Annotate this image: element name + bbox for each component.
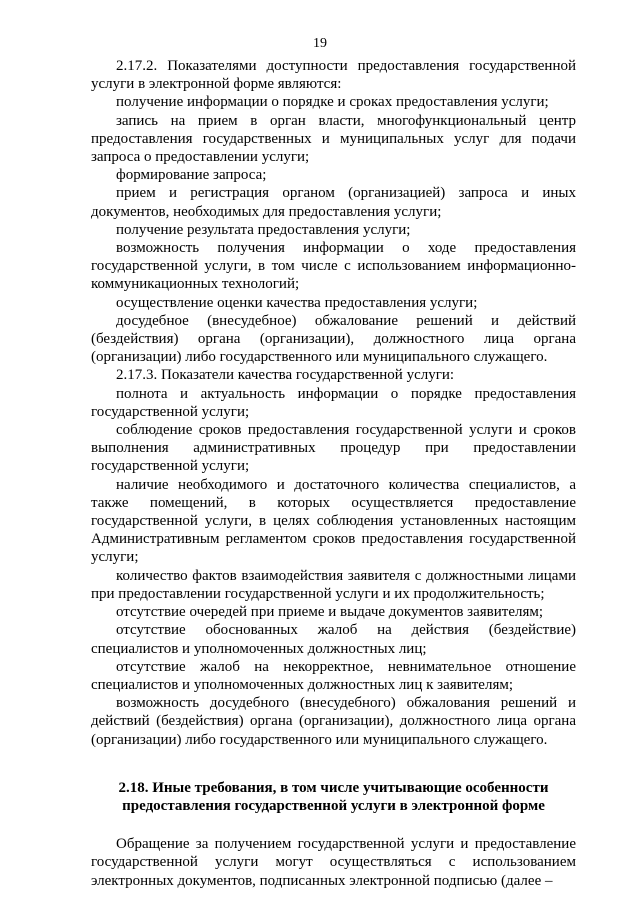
list-item: возможность досудебного (внесудебного) обжалования решений и действий (бездействия) органа (организации), должностного лица органа (организации) либо государственного или муниципального служащего.: [91, 695, 576, 748]
list-item: запись на прием в орган власти, многофункциональный центр предоставления государственных и муниципальных услуг для подачи запроса о предоставлении услуги;: [91, 112, 576, 166]
section-2-18-paragraph: Обращение за получением государственной услуги и предоставление государственной услуги могут осуществляться с использованием электронных документов, подписанных электронной подписью (далее –: [91, 836, 576, 889]
list-item: соблюдение сроков предоставления государственной услуги и сроков выполнения административных процедур при предоставлении государственной услуги;: [91, 422, 576, 475]
list-item: отсутствие очередей при приеме и выдаче документов заявителям;: [116, 604, 544, 621]
list-item: наличие необходимого и достаточного количества специалистов, а также помещений, в которых осуществляется предоставление государственной услуги, в целях соблюдения установленных настоящим Административным регламентом сроков предоставления государственной услуги;: [91, 476, 576, 566]
list-item: возможность получения информации о ходе предоставления государственной услуги, в том числе с использованием информационно-коммуникационных технологий;: [91, 240, 576, 293]
list-item: формирование запроса;: [116, 167, 267, 184]
section-2-18-heading: [91, 779, 576, 815]
heading-line: 2.18. Иные требования, в том числе учитывающие особенности: [118, 779, 549, 796]
list-item: количество фактов взаимодействия заявителя с должностными лицами при предоставлении государственной услуги и их продолжительность;: [91, 567, 576, 602]
list-item: получение информации о порядке и сроках предоставления услуги;: [116, 94, 549, 111]
list-item: осуществление оценки качества предоставления услуги;: [116, 294, 478, 311]
section-2-17-2-intro: 2.17.2. Показателями доступности предоставления государственной услуги в электронной форме являются:: [91, 58, 576, 93]
list-item: получение результата предоставления услуги;: [116, 221, 411, 238]
list-item: досудебное (внесудебное) обжалование решений и действий (бездействия) органа (организации), должностного лица органа (организации) либо государственного или муниципального служащего.: [91, 312, 576, 366]
list-item: полнота и актуальность информации о порядке предоставления государственной услуги;: [91, 385, 576, 420]
section-2-17-3-intro: 2.17.3. Показатели качества государственной услуги:: [116, 367, 455, 384]
heading-line: предоставления государственной услуги в электронной форме: [122, 797, 545, 814]
list-item: отсутствие жалоб на некорректное, невнимательное отношение специалистов и уполномоченных должностных лиц к заявителям;: [91, 658, 576, 693]
page-number: 19: [313, 36, 327, 51]
list-item: отсутствие обоснованных жалоб на действия (бездействие) специалистов и уполномоченных должностных лиц;: [91, 622, 576, 657]
document-body: [91, 57, 576, 890]
list-item: прием и регистрация органом (организацией) запроса и иных документов, необходимых для предоставления услуги;: [91, 185, 576, 220]
